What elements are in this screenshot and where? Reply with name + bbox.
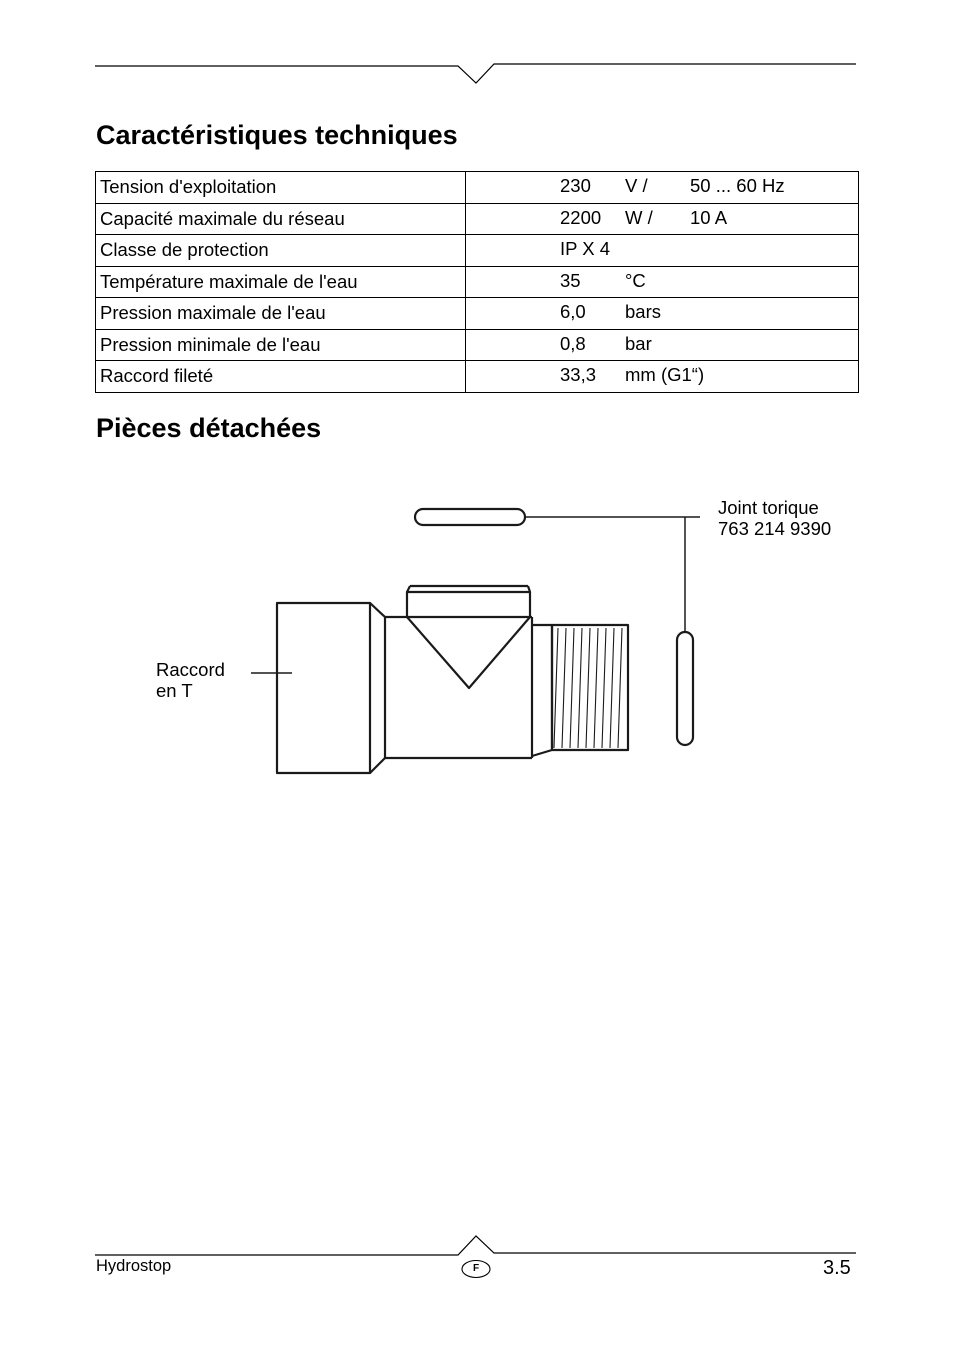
footer-language-badge: F bbox=[472, 1263, 480, 1274]
spec-label: Classe de protection bbox=[96, 235, 466, 267]
spec-value-unit: V / bbox=[625, 175, 648, 197]
spec-value-unit: bar bbox=[625, 332, 652, 354]
section-title-parts: Pièces détachées bbox=[96, 413, 322, 443]
spec-value-number: 33,3 bbox=[560, 364, 597, 386]
spec-value-unit: bars bbox=[625, 301, 661, 323]
spec-value-number: 2200 bbox=[560, 206, 602, 228]
spec-label: Pression maximale de l'eau bbox=[96, 298, 466, 330]
spec-label: Pression minimale de l'eau bbox=[96, 329, 466, 361]
spec-value-extra: 10 A bbox=[690, 206, 728, 228]
section-title-specs: Caractéristiques techniques bbox=[96, 120, 458, 150]
spec-value-number: 35 bbox=[560, 269, 581, 291]
spec-value-extra: 50 ... 60 Hz bbox=[690, 175, 785, 197]
spec-label: Capacité maximale du réseau bbox=[96, 203, 466, 235]
spec-label: Raccord fileté bbox=[96, 361, 466, 393]
o-ring-top bbox=[415, 509, 525, 525]
spec-value-number: 0,8 bbox=[560, 332, 586, 354]
callout-joint-torique bbox=[718, 497, 831, 539]
o-ring-side bbox=[677, 632, 693, 745]
spec-value-unit: °C bbox=[625, 269, 646, 291]
spec-value-unit: mm (G1“) bbox=[625, 364, 705, 386]
callout-joint-name: Joint torique bbox=[718, 497, 819, 518]
spec-value-number: IP X 4 bbox=[560, 238, 611, 260]
callout-raccord-line2: en T bbox=[156, 680, 193, 701]
spec-value-unit: W / bbox=[625, 206, 653, 228]
callout-raccord-en-t bbox=[156, 659, 225, 701]
footer-page-number: 3.5 bbox=[823, 1257, 851, 1279]
spec-label: Température maximale de l'eau bbox=[96, 266, 466, 298]
callout-joint-number: 763 214 9390 bbox=[718, 518, 832, 539]
spec-label: Tension d'exploitation bbox=[96, 172, 466, 204]
callout-raccord-line1: Raccord bbox=[156, 659, 225, 680]
t-fitting-socket bbox=[277, 603, 370, 773]
footer-product-name: Hydrostop bbox=[96, 1257, 172, 1275]
spec-value-number: 230 bbox=[560, 175, 591, 197]
spec-value-number: 6,0 bbox=[560, 301, 586, 323]
